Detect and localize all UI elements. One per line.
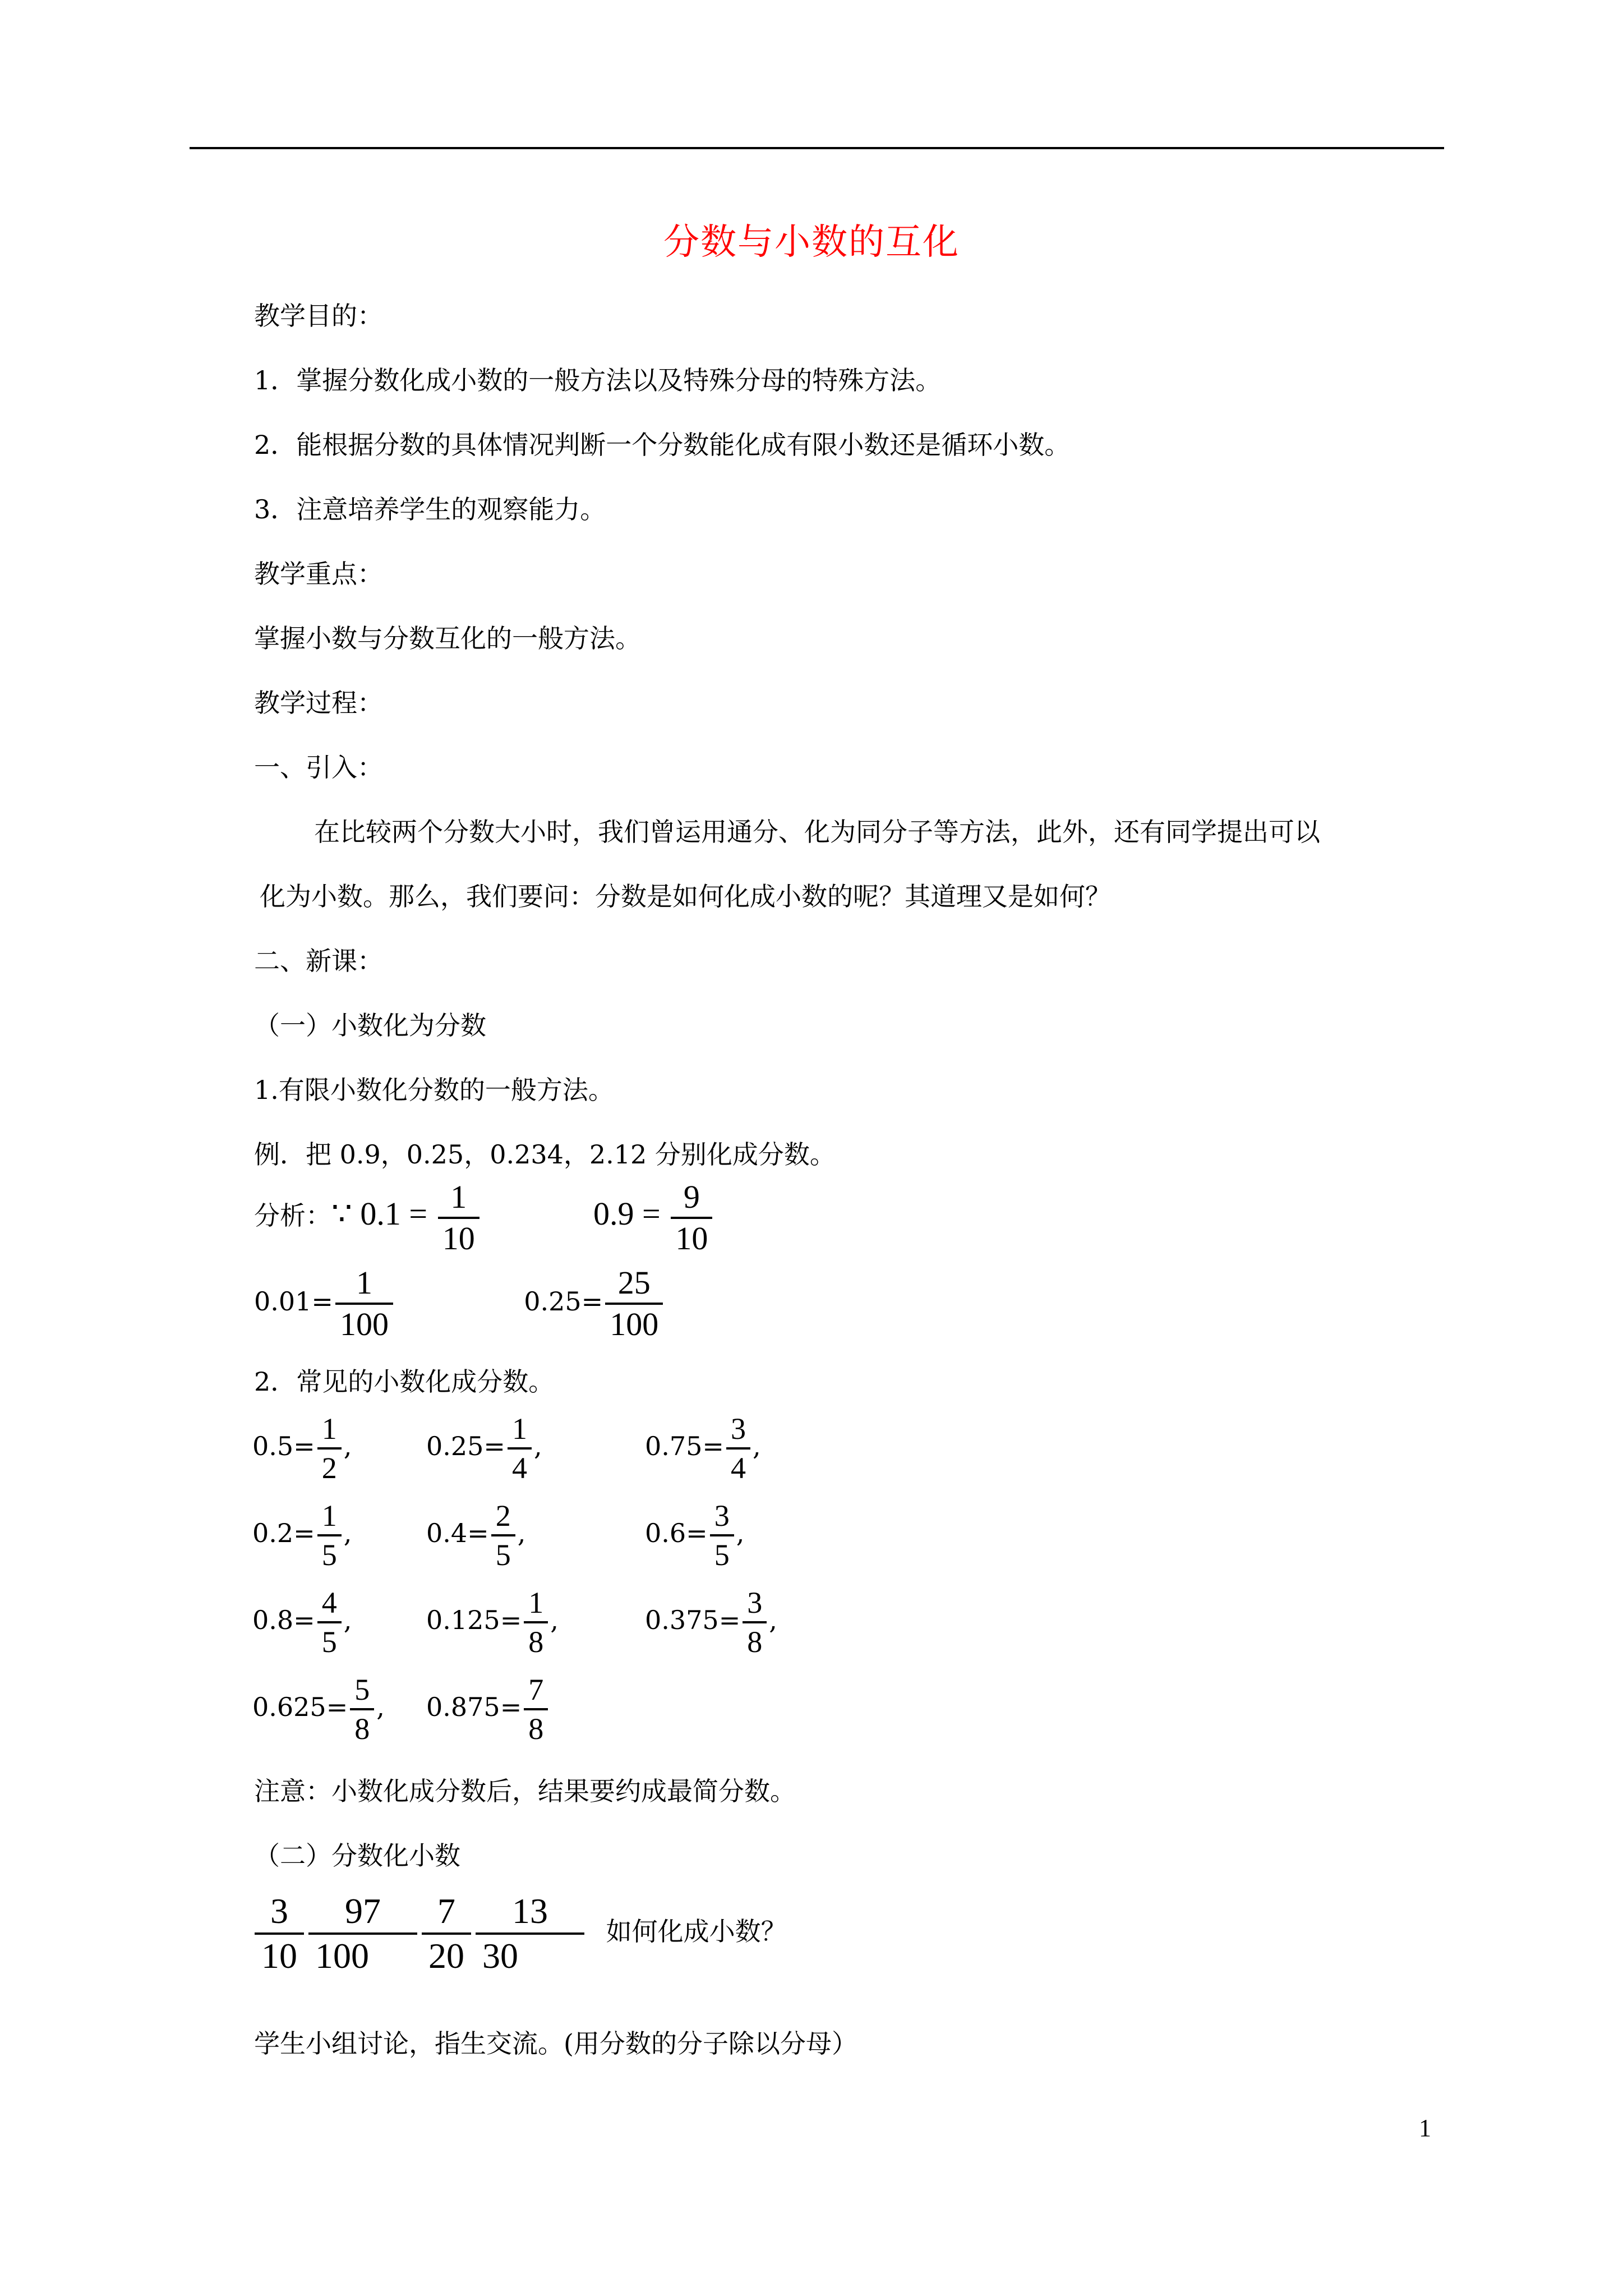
- discussion-text: 学生小组讨论，指生交流。(用分数的分子除以分母）: [254, 2028, 857, 2059]
- numerator: 13: [512, 1891, 548, 1931]
- process-heading: 教学过程：: [254, 688, 383, 718]
- objective-3: 3．注意培养学生的观察能力。: [254, 494, 606, 524]
- conversion-item: [426, 1501, 525, 1570]
- key-heading: 教学重点：: [254, 559, 383, 589]
- denominator: 10: [671, 1217, 712, 1255]
- fraction: [671, 1181, 712, 1255]
- numerator: 3: [730, 1412, 746, 1446]
- fraction: [317, 1588, 342, 1657]
- denominator: 8: [524, 1621, 548, 1657]
- numerator: 25: [617, 1264, 651, 1301]
- conversion-item: [645, 1414, 761, 1483]
- denominator: 100: [605, 1303, 663, 1341]
- decimal-label: 0.375=: [645, 1605, 741, 1635]
- decimal-label: 0.75=: [645, 1431, 724, 1461]
- separator: ,: [769, 1605, 777, 1635]
- fraction: [524, 1674, 548, 1744]
- fraction: [317, 1414, 342, 1483]
- numerator: 3: [747, 1586, 763, 1619]
- conversion-item: [426, 1674, 550, 1744]
- intro-paragraph-line-1: 在比较两个分数大小时，我们曾运用通分、化为同分子等方法，此外，还有同学提出可以: [314, 817, 1320, 847]
- denominator: 100: [308, 1932, 417, 1974]
- separator: ,: [533, 1431, 542, 1461]
- big-fractions-question: 如何化成小数？: [606, 1916, 787, 1947]
- fraction: [605, 1264, 663, 1342]
- denominator: 5: [491, 1534, 515, 1570]
- decimal-label: 0.25=: [426, 1431, 505, 1461]
- separator: ,: [376, 1692, 385, 1722]
- objective-1: 1．掌握分数化成小数的一般方法以及特殊分母的特殊方法。: [254, 365, 942, 395]
- separator: ,: [343, 1605, 352, 1635]
- note-text: 注意：小数化成分数后，结果要约成最简分数。: [254, 1776, 796, 1806]
- conversion-item: [252, 1588, 352, 1657]
- example-text: 例．把 0.9，0.25，0.234，2.12 分别化成分数。: [254, 1139, 836, 1170]
- fraction: [255, 1893, 304, 1974]
- numerator: 4: [321, 1586, 337, 1619]
- conversion-item: [252, 1501, 352, 1570]
- decimal-label: 0.6=: [645, 1518, 708, 1548]
- denominator: 8: [524, 1708, 548, 1744]
- conversion-item: [252, 1414, 352, 1483]
- numerator: 1: [321, 1499, 337, 1533]
- numerator: 1: [511, 1412, 527, 1446]
- document-title: 分数与小数的互化: [663, 222, 960, 263]
- numerator: 1: [356, 1264, 372, 1301]
- numerator: 3: [270, 1891, 288, 1931]
- denominator: 8: [743, 1621, 767, 1657]
- fraction: [476, 1893, 584, 1974]
- numerator: 2: [495, 1499, 511, 1533]
- analysis-09: 0.9 =: [593, 1195, 661, 1232]
- fraction: [491, 1501, 515, 1570]
- key-point: 掌握小数与分数互化的一般方法。: [254, 623, 641, 654]
- denominator: 100: [335, 1303, 393, 1341]
- denominator: 5: [317, 1621, 342, 1657]
- subsection-fraction-to-decimal: （二）分数化小数: [254, 1841, 460, 1871]
- fraction: [422, 1893, 471, 1974]
- section-new-lesson: 二、新课：: [254, 946, 383, 976]
- fraction: [710, 1501, 734, 1570]
- numerator: 1: [528, 1586, 544, 1619]
- item-1-heading: 1.有限小数化分数的一般方法。: [254, 1075, 614, 1105]
- denominator: 4: [508, 1447, 532, 1483]
- numerator: 9: [683, 1179, 700, 1215]
- conversion-item: [252, 1674, 385, 1744]
- objectives-heading: 教学目的：: [254, 301, 383, 331]
- separator: ,: [343, 1518, 352, 1548]
- item-2-heading: 2．常见的小数化成分数。: [254, 1366, 555, 1397]
- decimal-label: 0.5=: [252, 1431, 315, 1461]
- fraction: [317, 1501, 342, 1570]
- numerator: 7: [437, 1891, 455, 1931]
- decimal-label: 0.125=: [426, 1605, 522, 1635]
- denominator: 2: [317, 1447, 342, 1483]
- header-rule: [190, 147, 1444, 149]
- fraction: [726, 1414, 750, 1483]
- separator: ,: [517, 1518, 526, 1548]
- analysis-because: ∵ 0.1 =: [331, 1195, 428, 1232]
- separator: ,: [550, 1605, 559, 1635]
- fraction: [524, 1588, 548, 1657]
- fraction: [743, 1588, 767, 1657]
- numerator: 97: [345, 1891, 381, 1931]
- denominator: 4: [726, 1447, 750, 1483]
- conversion-item: [426, 1414, 542, 1483]
- separator: ,: [752, 1431, 761, 1461]
- decimal-label: 0.25=: [524, 1286, 603, 1317]
- denominator: 20: [422, 1932, 471, 1974]
- decimal-label: 0.875=: [426, 1692, 522, 1722]
- big-fractions-row: [252, 1893, 787, 1974]
- denominator: 5: [710, 1534, 734, 1570]
- objective-2: 2．能根据分数的具体情况判断一个分数能化成有限小数还是循环小数。: [254, 430, 1071, 460]
- numerator: 5: [354, 1673, 370, 1706]
- decimal-label: 0.625=: [252, 1692, 348, 1722]
- separator: ,: [736, 1518, 745, 1548]
- fraction: [308, 1893, 417, 1974]
- conversion-item: [426, 1588, 559, 1657]
- separator: ,: [343, 1431, 352, 1461]
- fraction: [335, 1264, 393, 1342]
- fraction: [438, 1181, 479, 1255]
- numerator: 3: [714, 1499, 730, 1533]
- conversion-item: [645, 1501, 744, 1570]
- page-number: 1: [1419, 2114, 1431, 2142]
- analysis-label: 分析：: [254, 1200, 331, 1231]
- conversion-row-001: [254, 1264, 665, 1342]
- section-intro: 一、引入：: [254, 752, 383, 783]
- decimal-label: 0.2=: [252, 1518, 315, 1548]
- fraction: [350, 1674, 374, 1744]
- analysis-row: [254, 1181, 714, 1255]
- denominator: 8: [350, 1708, 374, 1744]
- fraction: [508, 1414, 532, 1483]
- denominator: 5: [317, 1534, 342, 1570]
- denominator: 30: [476, 1932, 584, 1974]
- numerator: 1: [321, 1412, 337, 1446]
- decimal-label: 0.4=: [426, 1518, 489, 1548]
- subsection-decimal-to-fraction: （一）小数化为分数: [254, 1010, 486, 1041]
- decimal-label: 0.01=: [254, 1286, 333, 1317]
- denominator: 10: [438, 1217, 479, 1255]
- intro-paragraph-line-2: 化为小数。那么，我们要问：分数是如何化成小数的呢？其道理又是如何？: [260, 881, 1111, 912]
- numerator: 1: [450, 1179, 467, 1215]
- numerator: 7: [528, 1673, 544, 1706]
- conversion-item: [645, 1588, 777, 1657]
- denominator: 10: [255, 1932, 304, 1974]
- decimal-label: 0.8=: [252, 1605, 315, 1635]
